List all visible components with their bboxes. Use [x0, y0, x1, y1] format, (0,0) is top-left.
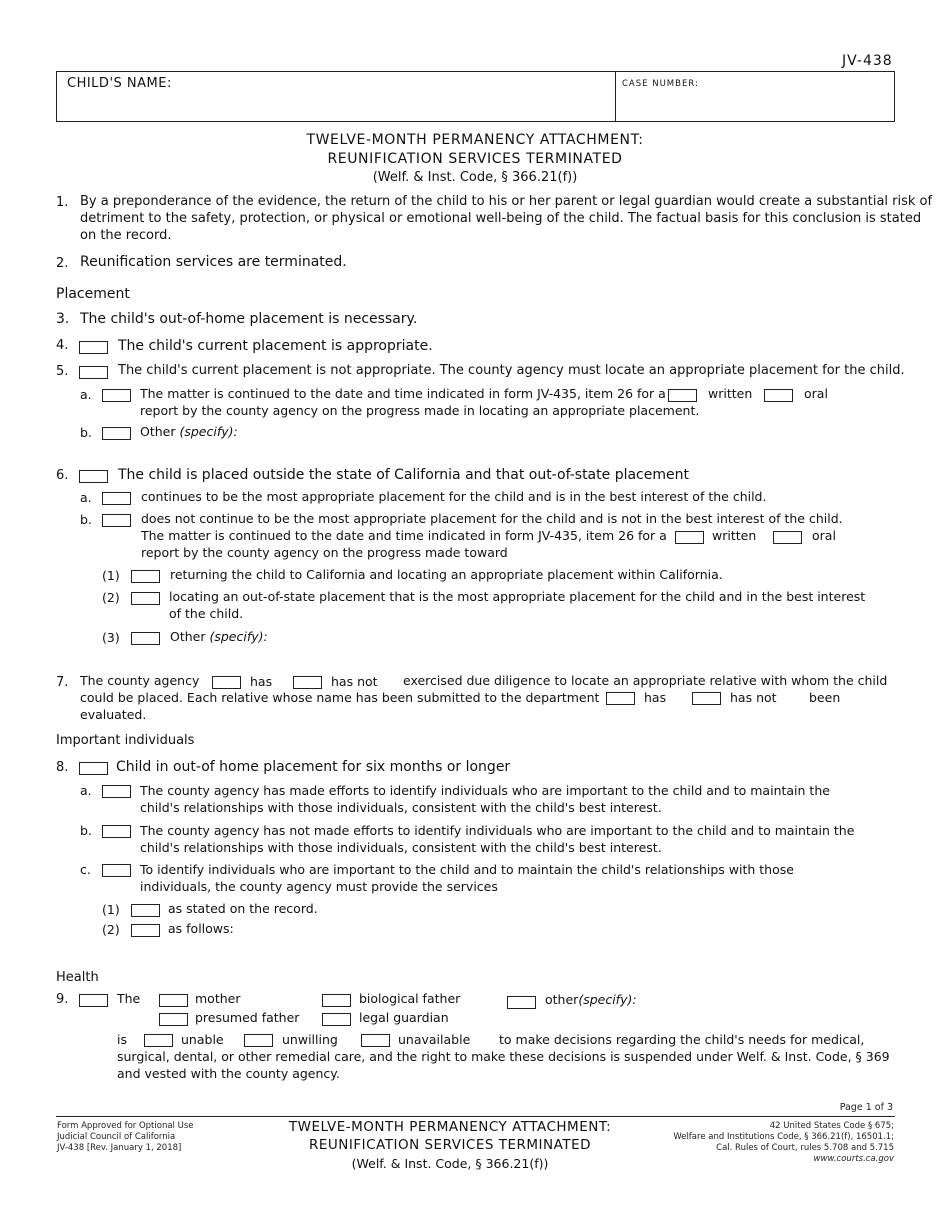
form-id: JV-438: [842, 53, 893, 69]
item-7-text-4: evaluated.: [80, 707, 147, 722]
item-1-line-1: By a preponderance of the evidence, the return of the child to his or her parent or legal guardian would create a substantial risk of: [80, 194, 933, 209]
item-9-is-label: is: [117, 1032, 127, 1047]
footer-rule: [56, 1116, 895, 1117]
item-6a-checkbox[interactable]: [102, 492, 131, 505]
item-7-has-2-checkbox[interactable]: [606, 692, 635, 705]
item-8c2-text: as follows:: [168, 921, 234, 936]
item-3-text: The child's out-of-home placement is necessary.: [80, 311, 418, 327]
item-8c2-checkbox[interactable]: [131, 924, 160, 937]
item-8c-checkbox[interactable]: [102, 864, 131, 877]
item-6b1-text: returning the child to California and locating an appropriate placement within California.: [170, 567, 723, 582]
item-6b1-checkbox[interactable]: [131, 570, 160, 583]
item-5b-checkbox[interactable]: [102, 427, 131, 440]
item-6b2-label: (2): [102, 590, 120, 605]
item-2-number: 2.: [56, 256, 69, 271]
item-8c-label: c.: [80, 862, 91, 877]
item-8b-label: b.: [80, 823, 92, 838]
item-5b-specify-label: (specify):: [179, 424, 238, 439]
footer-website-link[interactable]: www.courts.ca.gov: [813, 1154, 894, 1164]
footer-left-2: Judicial Council of California: [57, 1132, 176, 1142]
footer-left-3: JV-438 [Rev. January 1, 2018]: [57, 1143, 182, 1153]
item-7-has-checkbox[interactable]: [212, 676, 241, 689]
item-9-line-3: and vested with the county agency.: [117, 1066, 340, 1081]
item-4-text: The child's current placement is appropriate.: [118, 338, 433, 354]
item-9-biological-father-checkbox[interactable]: [322, 994, 351, 1007]
item-6b3-checkbox[interactable]: [131, 632, 160, 645]
item-7-has-not-2-label: has not: [730, 690, 777, 705]
item-7-text-1: The county agency: [80, 673, 200, 688]
footer-right-2: Welfare and Institutions Code, § 366.21(f), 16501.1;: [673, 1132, 894, 1142]
item-7-text-3: could be placed. Each relative whose name has been submitted to the department: [80, 690, 600, 705]
page-number: Page 1 of 3: [839, 1102, 893, 1113]
item-6a-label: a.: [80, 490, 92, 505]
item-5-number: 5.: [56, 364, 69, 379]
item-8a-label: a.: [80, 783, 92, 798]
placement-heading: Placement: [56, 286, 130, 302]
item-3-number: 3.: [56, 311, 70, 327]
item-5a-checkbox[interactable]: [102, 389, 131, 402]
footer-title-3: (Welf. & Inst. Code, § 366.21(f)): [351, 1156, 549, 1171]
item-5a-oral-label: oral: [804, 386, 828, 401]
childs-name-field[interactable]: [68, 94, 608, 118]
item-9-presumed-father-checkbox[interactable]: [159, 1013, 188, 1026]
item-6b2-line-2: of the child.: [169, 606, 244, 621]
item-8c1-checkbox[interactable]: [131, 904, 160, 917]
title-line-3: (Welf. & Inst. Code, § 366.21(f)): [372, 170, 578, 185]
item-6b2-checkbox[interactable]: [131, 592, 160, 605]
item-5a-written-checkbox[interactable]: [668, 389, 697, 402]
item-6b3-other-label: Other: [170, 629, 206, 644]
item-5b-other-label: Other: [140, 424, 176, 439]
item-6b-line-3: report by the county agency on the progress made toward: [141, 545, 508, 560]
item-6b-line-1: does not continue to be the most appropriate placement for the child and is not in the best interest of the child.: [141, 511, 843, 526]
item-9-checkbox[interactable]: [79, 994, 108, 1007]
childs-name-label: CHILD'S NAME:: [67, 76, 172, 91]
title-line-1: TWELVE-MONTH PERMANENCY ATTACHMENT:: [306, 132, 644, 148]
item-5-text: The child's current placement is not appropriate. The county agency must locate an appropriate placement for the child.: [118, 363, 905, 378]
item-6b-written-label: written: [712, 528, 757, 543]
item-9-unable-label: unable: [181, 1032, 224, 1047]
item-9-number: 9.: [56, 992, 69, 1007]
item-5a-line-1: The matter is continued to the date and time indicated in form JV-435, item 26 for a: [140, 386, 666, 401]
item-7-been-label: been: [809, 690, 841, 705]
item-6b-written-checkbox[interactable]: [675, 531, 704, 544]
item-5b-other: [140, 424, 238, 439]
health-heading: Health: [56, 970, 99, 985]
item-9-other: [545, 992, 637, 1007]
item-7-has-not-2-checkbox[interactable]: [692, 692, 721, 705]
item-9-legal-guardian-label: legal guardian: [359, 1010, 449, 1025]
item-5a-line-2: report by the county agency on the progress made in locating an appropriate placement.: [140, 403, 700, 418]
item-6-checkbox[interactable]: [79, 470, 108, 483]
item-1-line-3: on the record.: [80, 228, 172, 243]
item-9-specify-label: (specify):: [578, 992, 637, 1007]
item-6b2-line-1: locating an out-of-state placement that is the most appropriate placement for the child and in the best interest: [169, 589, 866, 604]
important-individuals-heading: Important individuals: [56, 733, 195, 748]
item-8c2-label: (2): [102, 922, 120, 937]
item-9-other-checkbox[interactable]: [507, 996, 536, 1009]
item-9-other-label: other: [545, 992, 579, 1007]
item-9-unwilling-checkbox[interactable]: [244, 1034, 273, 1047]
item-6-number: 6.: [56, 468, 69, 483]
item-1-line-2: detriment to the safety, protection, or physical or emotional well-being of the child. The factual basis for this conclusion is stated: [80, 211, 922, 226]
item-6b-checkbox[interactable]: [102, 514, 131, 527]
item-6b-oral-label: oral: [812, 528, 836, 543]
item-4-number: 4.: [56, 338, 69, 353]
item-7-has-not-checkbox[interactable]: [293, 676, 322, 689]
item-2-text: Reunification services are terminated.: [80, 254, 347, 270]
item-9-line-1-rest: to make decisions regarding the child's needs for medical,: [499, 1032, 865, 1047]
item-9-presumed-father-label: presumed father: [195, 1010, 300, 1025]
item-8c1-label: (1): [102, 902, 120, 917]
item-9-mother-checkbox[interactable]: [159, 994, 188, 1007]
footer-title-1: TWELVE-MONTH PERMANENCY ATTACHMENT:: [288, 1119, 612, 1135]
item-8a-line-2: child's relationships with those individuals, consistent with the child's best interest.: [140, 800, 662, 815]
item-5a-label: a.: [80, 387, 92, 402]
item-6b3-other: [170, 629, 268, 644]
item-8b-line-1: The county agency has not made efforts to identify individuals who are important to the child and to maintain the: [140, 823, 855, 838]
item-7-has-not-label: has not: [331, 674, 378, 689]
item-5a-written-label: written: [708, 386, 753, 401]
item-9-legal-guardian-checkbox[interactable]: [322, 1013, 351, 1026]
item-7-has-2-label: has: [644, 690, 667, 705]
footer-right-1: 42 United States Code § 675;: [769, 1121, 894, 1131]
item-9-biological-father-label: biological father: [359, 991, 461, 1006]
item-8-text: Child in out-of home placement for six months or longer: [116, 759, 511, 775]
item-8c1-text: as stated on the record.: [168, 901, 318, 916]
item-8a-checkbox[interactable]: [102, 785, 131, 798]
item-9-the-label: The: [117, 991, 141, 1006]
item-8-checkbox[interactable]: [79, 762, 108, 775]
item-8b-line-2: child's relationships with those individuals, consistent with the child's best interest.: [140, 840, 662, 855]
item-6a-text: continues to be the most appropriate placement for the child and is in the best interest of the child.: [141, 489, 767, 504]
case-number-label: CASE NUMBER:: [622, 79, 699, 89]
header-divider: [615, 71, 616, 122]
footer-right-3: Cal. Rules of Court, rules 5.708 and 5.715: [716, 1143, 894, 1153]
item-6b-oral-checkbox[interactable]: [773, 531, 802, 544]
footer-left-1: Form Approved for Optional Use: [57, 1121, 194, 1131]
item-9-unable-checkbox[interactable]: [144, 1034, 173, 1047]
item-6b-line-2: The matter is continued to the date and time indicated in form JV-435, item 26 for a: [141, 528, 667, 543]
item-7-has-label: has: [250, 674, 273, 689]
item-9-line-2: surgical, dental, or other remedial care, and the right to make these decisions is suspended under Welf. & Inst. Code, § 369: [117, 1049, 890, 1064]
title-line-2: REUNIFICATION SERVICES TERMINATED: [327, 151, 623, 167]
item-4-checkbox[interactable]: [79, 341, 108, 354]
item-5a-oral-checkbox[interactable]: [764, 389, 793, 402]
item-6b1-label: (1): [102, 568, 120, 583]
item-6b3-label: (3): [102, 630, 120, 645]
item-6-text: The child is placed outside the state of California and that out-of-state placement: [118, 467, 689, 483]
item-8-number: 8.: [56, 760, 69, 775]
item-8b-checkbox[interactable]: [102, 825, 131, 838]
item-8c-line-1: To identify individuals who are important to the child and to maintain the child's relationships with those: [140, 862, 794, 877]
item-5-checkbox[interactable]: [79, 366, 108, 379]
item-9-mother-label: mother: [195, 991, 241, 1006]
item-7-text-2: exercised due diligence to locate an appropriate relative with whom the child: [403, 673, 888, 688]
item-8c-line-2: individuals, the county agency must provide the services: [140, 879, 498, 894]
item-6b3-specify-label: (specify):: [209, 629, 268, 644]
footer-title-2: REUNIFICATION SERVICES TERMINATED: [309, 1137, 591, 1153]
item-9-unavailable-checkbox[interactable]: [361, 1034, 390, 1047]
item-8a-line-1: The county agency has made efforts to identify individuals who are important to the child and to maintain the: [140, 783, 830, 798]
item-9-unwilling-label: unwilling: [282, 1032, 338, 1047]
item-7-number: 7.: [56, 675, 69, 690]
item-1-number: 1.: [56, 195, 69, 210]
item-6b-label: b.: [80, 512, 92, 527]
case-number-field[interactable]: [622, 94, 888, 118]
item-5b-label: b.: [80, 425, 92, 440]
item-9-unavailable-label: unavailable: [398, 1032, 471, 1047]
